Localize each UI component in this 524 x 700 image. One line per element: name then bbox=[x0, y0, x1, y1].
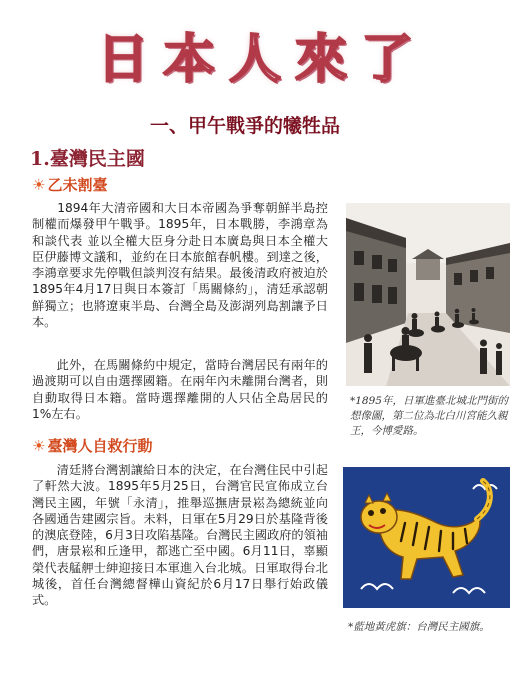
section-title: 1.臺灣民主國 bbox=[30, 148, 145, 170]
subsection-heading-text: 乙未割臺 bbox=[47, 176, 108, 194]
subsection-heading-text: 臺灣人自救行動 bbox=[47, 437, 153, 455]
yellow-tiger-flag bbox=[343, 467, 510, 608]
chapter-title: 一、甲午戰爭的犧牲品 bbox=[150, 115, 341, 137]
paragraph-self-rescue: 清廷將台灣割讓給日本的決定，在台灣住民中引起了軒然大波。1895年5月25日，台灣官民宣佈成立台灣民主國，年號「永清」，推舉巡撫唐景崧為總統並向各國通告建國宗旨。未料，日軍在5月29日於基隆背後的澳底登陸，6月3日攻陷基隆。台灣民主國政府的領袖們，唐景崧和丘逢甲，都逃亡至中國。6月11日，辜顯榮代表艋舺士紳迎接日本軍進入台北城。日軍取得台北城後，首任台灣總督樺山資紀於6月17日舉行始政儀式。 bbox=[32, 463, 328, 608]
subsection-heading-self-rescue bbox=[32, 435, 152, 457]
sun-icon: ☀ bbox=[32, 176, 46, 194]
main-title: 日本人來了 bbox=[96, 29, 427, 90]
subsection-heading-cession bbox=[32, 174, 107, 196]
flag-caption: *藍地黃虎旗：台灣民主國旗。 bbox=[348, 621, 490, 633]
paragraph-cession-2: 此外，在馬關條約中規定，當時台灣居民有兩年的過渡期可以自由選擇國籍。在兩年內未離開台灣者，則自動取得日本籍。當時選擇離開的人只佔全島居民的1%左右。 bbox=[32, 358, 328, 421]
sun-icon: ☀ bbox=[32, 437, 46, 455]
photo-caption: *1895年，日軍進臺北城北門街的想像圖，第二位為北白川宮能久親王，今博愛路。 bbox=[350, 395, 508, 437]
paragraph-cession-1: 1894年大清帝國和大日本帝國為爭奪朝鮮半島控制權而爆發甲午戰爭。1895年，日本戰勝，李鴻章為和談代表 並以全權大臣身分赴日本廣島與日本全權大臣伊藤博文議和，並約在日本旅館春帆樓。到達之後，李鴻章要求先停戰但談判沒有結果。最後清政府被迫於1895年4月17日與日本簽訂「馬關條約」，清廷承認朝鮮獨立；也將遼東半島、台灣全島及澎湖列島割讓予日本。 bbox=[32, 201, 328, 330]
japanese-army-entering-taipei-photo bbox=[346, 203, 510, 386]
